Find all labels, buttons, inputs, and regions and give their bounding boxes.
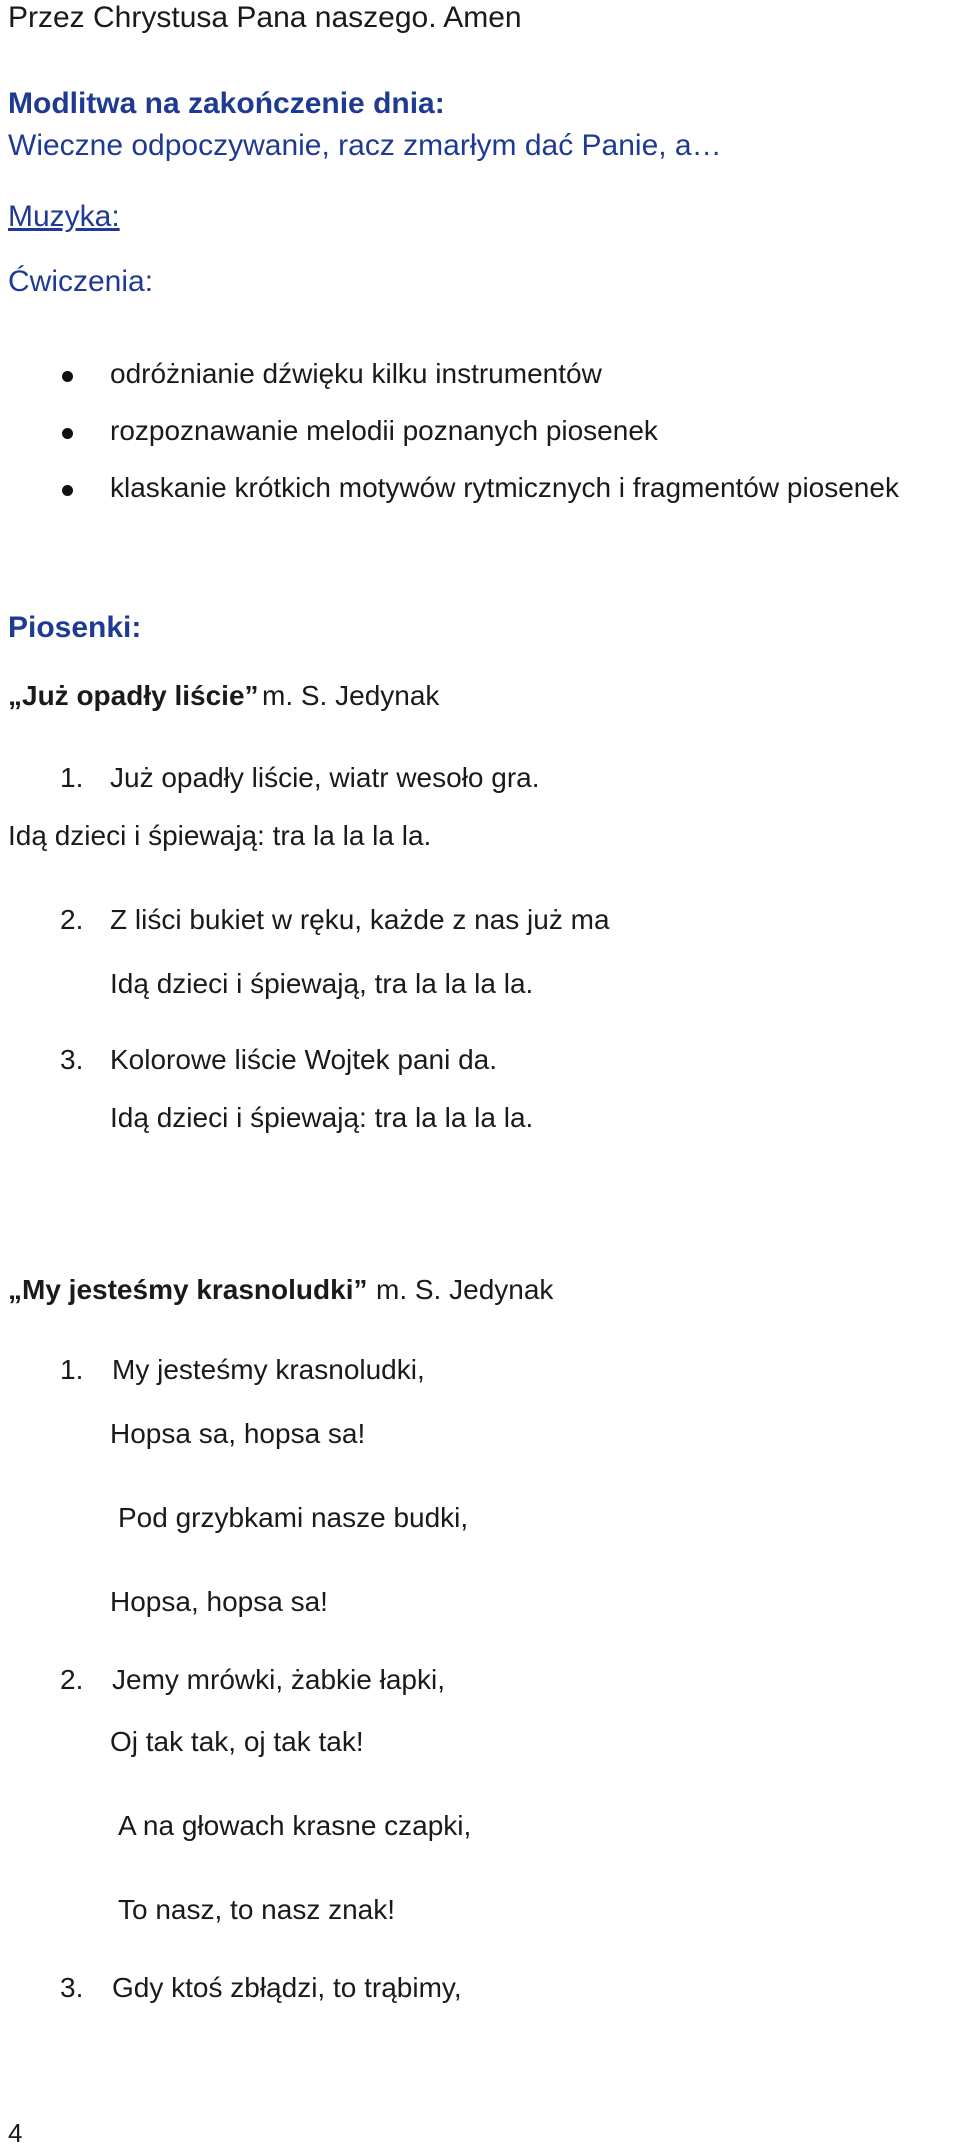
lyric-line: Idą dzieci i śpiewają: tra la la la la. — [110, 1102, 534, 1133]
verse-number: 2. — [60, 904, 84, 935]
lyric-line: Kolorowe liście Wojtek pani da. — [110, 1044, 498, 1075]
end-prayer-text: Wieczne odpoczywanie, racz zmarłym dać Panie, a… — [8, 129, 722, 162]
bullet-icon — [62, 428, 73, 439]
songs-heading: Piosenki: — [8, 611, 142, 644]
lyric-line: Idą dzieci i śpiewają, tra la la la la. — [110, 968, 534, 999]
lyric-line: Z liści bukiet w ręku, każde z nas już ma — [110, 904, 610, 935]
lyric-line: Oj tak tak, oj tak tak! — [110, 1726, 364, 1757]
list-item: rozpoznawanie melodii poznanych piosenek — [110, 415, 658, 446]
verse-number: 3. — [60, 1972, 84, 2003]
music-heading: Muzyka: — [8, 200, 120, 233]
bullet-icon — [62, 371, 73, 382]
exercises-heading: Ćwiczenia: — [8, 265, 154, 298]
song-title: „Już opadły liście” — [8, 680, 259, 711]
song-author: m. S. Jedynak — [262, 680, 440, 711]
lyric-line: Jemy mrówki, żabkie łapki, — [112, 1664, 445, 1695]
end-prayer-heading: Modlitwa na zakończenie dnia: — [8, 87, 445, 120]
lyric-line: Pod grzybkami nasze budki, — [118, 1502, 469, 1533]
list-item: odróżnianie dźwięku kilku instrumentów — [110, 358, 602, 389]
lyric-line: Hopsa, hopsa sa! — [110, 1586, 328, 1617]
lyric-line: Gdy ktoś zbłądzi, to trąbimy, — [112, 1972, 462, 2003]
lyric-line: Już opadły liście, wiatr wesoło gra. — [110, 762, 540, 793]
song-title: „My jesteśmy krasnoludki” — [8, 1274, 368, 1305]
song-author: m. S. Jedynak — [376, 1274, 554, 1305]
verse-number: 2. — [60, 1664, 84, 1695]
lyric-line: My jesteśmy krasnoludki, — [112, 1354, 425, 1385]
lyric-line: Idą dzieci i śpiewają: tra la la la la. — [8, 820, 432, 851]
lyric-line: A na głowach krasne czapki, — [118, 1810, 472, 1841]
verse-number: 1. — [60, 1354, 84, 1385]
closing-line: Przez Chrystusa Pana naszego. Amen — [8, 1, 522, 34]
list-item: klaskanie krótkich motywów rytmicznych i fragmentów piosenek — [110, 472, 899, 503]
lyric-line: Hopsa sa, hopsa sa! — [110, 1418, 366, 1449]
verse-number: 3. — [60, 1044, 84, 1075]
page-number: 4 — [8, 2118, 23, 2148]
lyric-line: To nasz, to nasz znak! — [118, 1894, 396, 1925]
bullet-icon — [62, 485, 73, 496]
verse-number: 1. — [60, 762, 84, 793]
